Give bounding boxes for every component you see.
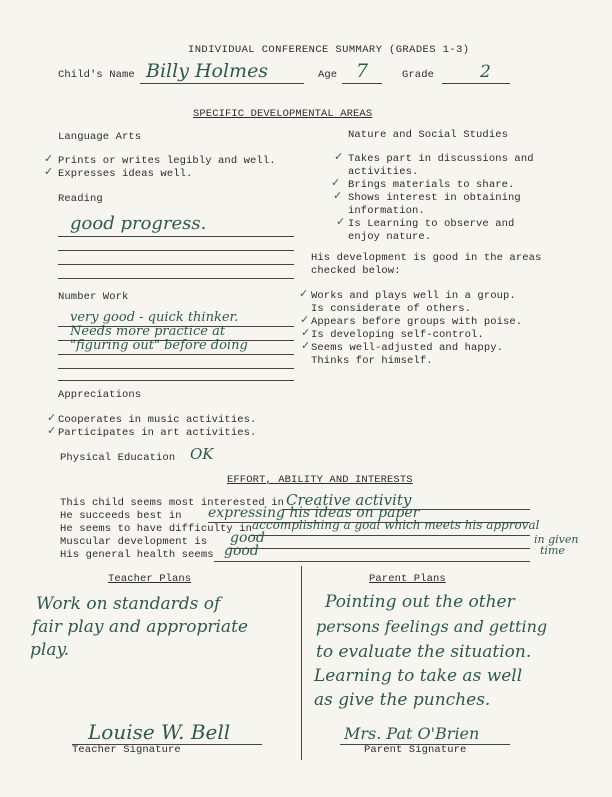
check-icon: ✓ [47, 411, 57, 424]
teacher-plans-text: Work on standards of [36, 594, 221, 614]
writing-line [58, 340, 294, 341]
answer-line [214, 561, 530, 562]
check-icon: ✓ [300, 313, 310, 326]
reading-comment: good progress. [70, 213, 207, 234]
writing-line [58, 278, 294, 279]
writing-line [58, 236, 294, 237]
writing-line [58, 368, 294, 369]
appreciations-item: Cooperates in music activities. [58, 414, 257, 426]
health-value: good [224, 543, 259, 559]
muscular-value: good [230, 530, 265, 546]
teacher-signature: Louise W. Bell [88, 720, 231, 744]
nature-social-item: activities. [348, 166, 419, 178]
column-divider [301, 566, 302, 760]
number-work-heading: Number Work [58, 291, 129, 303]
difficulty-value: accomplishing a goal which meets his approval [252, 518, 540, 532]
difficulty-extra: in given [534, 533, 579, 546]
grade-line [442, 83, 510, 84]
nature-social-heading: Nature and Social Studies [348, 129, 509, 141]
number-work-comment: very good - quick thinker. [70, 310, 239, 325]
child-name-line [140, 83, 304, 84]
check-icon: ✓ [336, 215, 346, 228]
development-item: Thinks for himself. [311, 355, 433, 367]
teacher-plans-text: fair play and appropriate [32, 617, 248, 637]
parent-signature: Mrs. Pat O'Brien [344, 724, 480, 743]
nature-social-item: enjoy nature. [348, 231, 432, 243]
number-work-comment: Needs more practice at [70, 324, 226, 339]
child-name-label: Child's Name [58, 69, 135, 81]
physical-education-label: Physical Education [60, 452, 176, 464]
parent-plans-text: Pointing out the other [325, 592, 515, 612]
parent-plans-text: Learning to take as well [314, 666, 523, 686]
child-name-value: Billy Holmes [146, 60, 269, 82]
parent-plans-text: persons feelings and getting [316, 617, 548, 636]
development-item: Seems well-adjusted and happy. [311, 342, 504, 354]
development-item: Is developing self-control. [311, 329, 484, 341]
development-item: Appears before groups with poise. [311, 316, 523, 328]
difficulty-extra: time [540, 544, 565, 557]
number-work-comment: "figuring out" before doing [70, 338, 248, 353]
succeeds-value: expressing his ideas on paper [208, 505, 420, 521]
language-arts-item: Prints or writes legibly and well. [58, 155, 276, 167]
health-label: His general health seems [60, 549, 214, 561]
check-icon: ✓ [299, 287, 309, 300]
development-intro: checked below: [311, 265, 401, 277]
grade-value: 2 [480, 62, 491, 82]
specific-areas-heading: SPECIFIC DEVELOPMENTAL AREAS [193, 108, 373, 120]
check-icon: ✓ [301, 339, 311, 352]
reading-heading: Reading [58, 193, 103, 205]
development-item: Works and plays well in a group. [311, 290, 516, 302]
interested-label: This child seems most interested in [60, 497, 285, 509]
development-intro: His development is good in the areas [311, 252, 542, 264]
form-title: INDIVIDUAL CONFERENCE SUMMARY (GRADES 1-3) [188, 44, 470, 56]
check-icon: ✓ [301, 326, 311, 339]
writing-line [58, 354, 294, 355]
check-icon: ✓ [44, 152, 54, 165]
development-item: Is considerate of others. [311, 303, 472, 315]
check-icon: ✓ [331, 176, 341, 189]
writing-line [58, 326, 294, 327]
nature-social-item: Brings materials to share. [348, 179, 515, 191]
physical-education-value: OK [190, 445, 214, 463]
language-arts-heading: Language Arts [58, 131, 142, 143]
language-arts-item: Expresses ideas well. [58, 168, 193, 180]
nature-social-item: Takes part in discussions and [348, 153, 534, 165]
teacher-plans-heading: Teacher Plans [108, 573, 192, 585]
nature-social-item: information. [348, 205, 425, 217]
check-icon: ✓ [47, 424, 57, 437]
check-icon: ✓ [334, 150, 344, 163]
nature-social-item: Shows interest in obtaining [348, 192, 521, 204]
check-icon: ✓ [333, 189, 343, 202]
answer-line [250, 535, 530, 536]
parent-plans-text: as give the punches. [314, 690, 491, 710]
nature-social-item: Is Learning to observe and [348, 218, 515, 230]
check-icon: ✓ [44, 165, 54, 178]
parent-signature-label: Parent Signature [364, 744, 467, 756]
writing-line [58, 264, 294, 265]
answer-line [228, 548, 530, 549]
parent-plans-heading: Parent Plans [369, 573, 446, 585]
age-label: Age [318, 69, 338, 81]
teacher-signature-label: Teacher Signature [72, 744, 181, 756]
teacher-plans-text: play. [30, 640, 70, 660]
parent-plans-text: to evaluate the situation. [316, 642, 532, 662]
appreciations-heading: Appreciations [58, 389, 142, 401]
interested-value: Creative activity [286, 491, 412, 509]
writing-line [58, 380, 294, 381]
succeeds-label: He succeeds best in [60, 510, 182, 522]
grade-label: Grade [402, 69, 435, 81]
muscular-label: Muscular development is [60, 536, 208, 548]
effort-heading: EFFORT, ABILITY AND INTERESTS [227, 474, 413, 486]
difficulty-label: He seems to have difficulty in [60, 523, 253, 535]
age-value: 7 [356, 60, 369, 82]
appreciations-item: Participates in art activities. [58, 427, 257, 439]
writing-line [58, 250, 294, 251]
age-line [342, 83, 382, 84]
